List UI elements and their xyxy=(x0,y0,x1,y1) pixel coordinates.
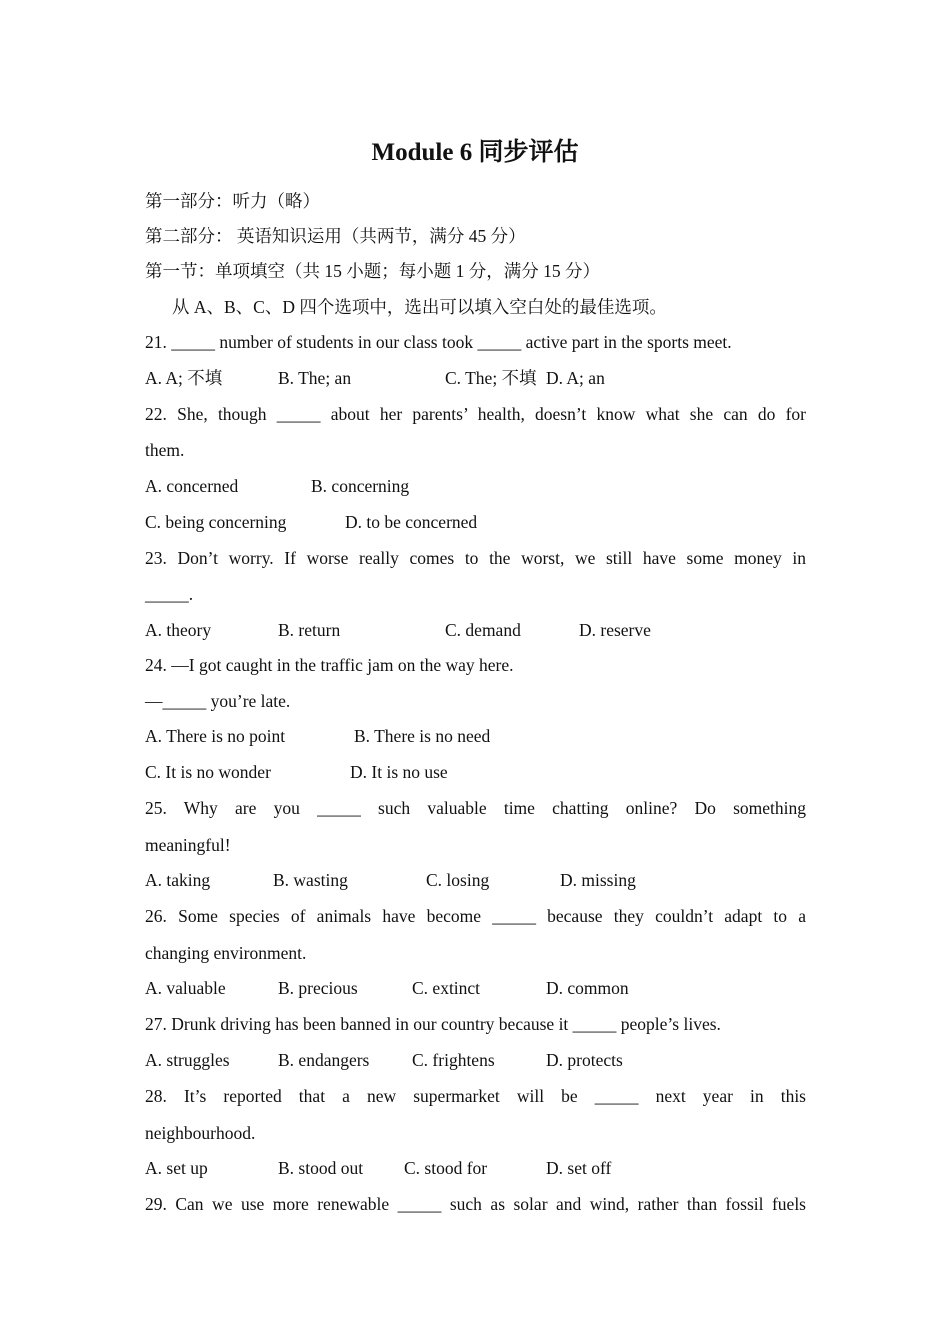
option-c: C. losing xyxy=(426,870,490,890)
option-a: A. theory xyxy=(145,620,212,640)
question-27-options xyxy=(145,1048,806,1072)
question-21-options xyxy=(145,366,806,390)
question-21-stem: 21. _____ number of students in our class took _____ active part in the sports meet. xyxy=(145,332,732,352)
option-b: B. return xyxy=(278,620,341,640)
option-d: D. A; an xyxy=(546,368,605,388)
option-b: B. precious xyxy=(278,978,358,998)
option-d: D. It is no use xyxy=(350,762,448,782)
part-one-heading: 第一部分：听力（略） xyxy=(145,191,320,211)
question-25-options xyxy=(145,868,806,892)
option-a: A. A; 不填 xyxy=(145,368,223,388)
question-27-stem: 27. Drunk driving has been banned in our country because it _____ people’s lives. xyxy=(145,1014,721,1034)
question-29-stem-line-1: 29. Can we use more renewable _____ such as solar and wind, rather than fossil fuels xyxy=(145,1194,806,1214)
option-d: D. to be concerned xyxy=(345,512,478,532)
question-22-stem-line-1: 22. She, though _____ about her parents’ health, doesn’t know what she can do for xyxy=(145,404,806,424)
option-b: B. concerning xyxy=(311,476,410,496)
question-24-options-row-1 xyxy=(145,724,806,748)
option-a: A. There is no point xyxy=(145,726,286,746)
instruction-text: 从 A、B、C、D 四个选项中，选出可以填入空白处的最佳选项。 xyxy=(172,297,667,317)
question-22-stem-line-2: them. xyxy=(145,440,185,460)
option-c: C. extinct xyxy=(412,978,481,998)
section-one-heading: 第一节：单项填空（共 15 小题；每小题 1 分，满分 15 分） xyxy=(145,261,600,281)
question-26-stem-line-1: 26. Some species of animals have become _____ because they couldn’t adapt to a xyxy=(145,906,806,926)
question-24-options-row-2 xyxy=(145,760,806,784)
question-23-stem-line-2: _____. xyxy=(145,584,194,604)
option-c: C. stood for xyxy=(404,1158,488,1178)
option-c: C. frightens xyxy=(412,1050,495,1070)
question-23-options xyxy=(145,618,806,642)
question-22-options-row-2 xyxy=(145,510,806,534)
question-24-stem-line-2: —_____ you’re late. xyxy=(145,691,291,711)
option-d: D. protects xyxy=(546,1050,623,1070)
question-26-stem-line-2: changing environment. xyxy=(145,943,307,963)
question-26-options xyxy=(145,976,806,1000)
part-two-heading: 第二部分： 英语知识运用（共两节，满分 45 分） xyxy=(145,226,526,246)
option-a: A. set up xyxy=(145,1158,208,1178)
option-d: D. common xyxy=(546,978,629,998)
document-title: Module 6 同步评估 xyxy=(371,139,579,166)
option-b: B. endangers xyxy=(278,1050,370,1070)
question-28-stem-line-2: neighbourhood. xyxy=(145,1123,256,1143)
question-28-stem-line-1: 28. It’s reported that a new supermarket will be _____ next year in this xyxy=(145,1086,806,1106)
option-b: B. wasting xyxy=(273,870,348,890)
question-25-stem-line-2: meaningful! xyxy=(145,835,231,855)
option-b: B. The; an xyxy=(278,368,352,388)
option-c: C. demand xyxy=(445,620,521,640)
option-a: A. concerned xyxy=(145,476,239,496)
option-b: B. stood out xyxy=(278,1158,364,1178)
option-d: D. reserve xyxy=(579,620,651,640)
question-22-options-row-1 xyxy=(145,474,806,498)
option-d: D. set off xyxy=(546,1158,612,1178)
question-24-stem-line-1: 24. —I got caught in the traffic jam on the way here. xyxy=(145,655,514,675)
option-a: A. taking xyxy=(145,870,211,890)
option-d: D. missing xyxy=(560,870,636,890)
question-23-stem-line-1: 23. Don’t worry. If worse really comes to the worst, we still have some money in xyxy=(145,548,806,568)
option-c: C. It is no wonder xyxy=(145,762,271,782)
option-c: C. The; 不填 xyxy=(445,368,537,388)
question-25-stem-line-1: 25. Why are you _____ such valuable time chatting online? Do something xyxy=(145,798,806,818)
option-a: A. struggles xyxy=(145,1050,230,1070)
option-c: C. being concerning xyxy=(145,512,287,532)
option-a: A. valuable xyxy=(145,978,226,998)
question-28-options xyxy=(145,1156,806,1180)
option-b: B. There is no need xyxy=(354,726,491,746)
